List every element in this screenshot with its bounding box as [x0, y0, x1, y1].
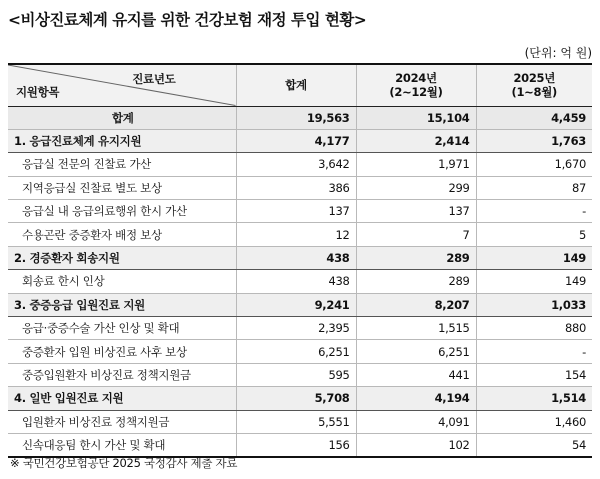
row-label: 중증입원환자 비상진료 정책지원금 [8, 363, 236, 386]
table-row [8, 153, 592, 176]
row-total: 438 [236, 270, 356, 293]
row-total: 137 [236, 200, 356, 223]
unit-label: (단위: 억 원) [524, 46, 592, 60]
row-2025: 1,763 [476, 129, 592, 152]
table-header-row [8, 64, 592, 106]
row-2025: 87 [476, 176, 592, 199]
header-diagonal-cell [8, 64, 236, 106]
row-2025: - [476, 200, 592, 223]
row-total: 4,177 [236, 129, 356, 152]
row-total: 2,395 [236, 317, 356, 340]
row-2025: 149 [476, 270, 592, 293]
table-row [8, 223, 592, 246]
table-row [8, 200, 592, 223]
row-2024: 8,207 [356, 293, 476, 316]
row-total: 5,551 [236, 410, 356, 433]
row-label: 응급실 전문의 진찰료 가산 [8, 153, 236, 176]
row-label: 회송료 한시 인상 [8, 270, 236, 293]
section-row [8, 387, 592, 410]
row-2024: 4,194 [356, 387, 476, 410]
row-2025: - [476, 340, 592, 363]
row-2025: 1,033 [476, 293, 592, 316]
row-total: 5,708 [236, 387, 356, 410]
table-row [8, 270, 592, 293]
row-label: 중증환자 입원 비상진료 사후 보상 [8, 340, 236, 363]
row-2024: 2,414 [356, 129, 476, 152]
table-row [8, 340, 592, 363]
row-2024: 289 [356, 246, 476, 269]
row-label: 2. 경증환자 회송지원 [8, 246, 236, 269]
row-2024: 1,971 [356, 153, 476, 176]
row-2025: 1,514 [476, 387, 592, 410]
table-row [8, 363, 592, 386]
row-2024: 289 [356, 270, 476, 293]
header-2024 [356, 64, 476, 106]
header-2025-period: (1~8월) [511, 85, 557, 100]
row-total: 595 [236, 363, 356, 386]
row-2024: 1,515 [356, 317, 476, 340]
row-2025: 54 [476, 433, 592, 456]
table-row [8, 410, 592, 433]
row-label: 지역응급실 진찰료 별도 보상 [8, 176, 236, 199]
row-2024: 137 [356, 200, 476, 223]
source-note: ※ 국민건강보험공단 2025 국정감사 제출 자료 [10, 456, 238, 470]
row-2024: 102 [356, 433, 476, 456]
row-2025: 4,459 [476, 106, 592, 129]
header-year-label: 진료년도 [132, 72, 176, 86]
row-label: 입원환자 비상진료 정책지원금 [8, 410, 236, 433]
table-body [8, 106, 592, 457]
page-title: <비상진료체계 유지를 위한 건강보험 재정 투입 현황> [8, 11, 367, 29]
row-total: 438 [236, 246, 356, 269]
row-2025: 154 [476, 363, 592, 386]
row-label: 합계 [8, 106, 236, 129]
row-2025: 880 [476, 317, 592, 340]
row-2024: 4,091 [356, 410, 476, 433]
row-total: 6,251 [236, 340, 356, 363]
budget-table [8, 63, 592, 458]
row-label: 응급실 내 응급의료행위 한시 가산 [8, 200, 236, 223]
row-total: 9,241 [236, 293, 356, 316]
row-2024: 15,104 [356, 106, 476, 129]
row-2025: 1,670 [476, 153, 592, 176]
row-label: 4. 일반 입원진료 지원 [8, 387, 236, 410]
row-2025: 1,460 [476, 410, 592, 433]
row-label: 수용곤란 중증환자 배정 보상 [8, 223, 236, 246]
header-item-label: 지원항목 [16, 84, 60, 99]
row-total: 386 [236, 176, 356, 199]
table-row [8, 433, 592, 456]
header-2025-year: 2025년 [513, 71, 556, 86]
table-row [8, 317, 592, 340]
row-total: 12 [236, 223, 356, 246]
row-2025: 149 [476, 246, 592, 269]
section-row [8, 129, 592, 152]
section-row [8, 246, 592, 269]
header-2025 [476, 64, 592, 106]
row-2024: 299 [356, 176, 476, 199]
table-row [8, 176, 592, 199]
row-label: 응급·중증수술 가산 인상 및 확대 [8, 317, 236, 340]
row-2024: 441 [356, 363, 476, 386]
total-row [8, 106, 592, 129]
header-2024-year: 2024년 [395, 71, 437, 86]
row-2025: 5 [476, 223, 592, 246]
header-total: 합계 [236, 64, 356, 106]
row-2024: 7 [356, 223, 476, 246]
row-label: 1. 응급진료체계 유지지원 [8, 129, 236, 152]
row-label: 3. 중증응급 입원진료 지원 [8, 293, 236, 316]
row-label: 신속대응팀 한시 가산 및 확대 [8, 433, 236, 456]
row-total: 3,642 [236, 153, 356, 176]
section-row [8, 293, 592, 316]
row-total: 156 [236, 433, 356, 456]
row-2024: 6,251 [356, 340, 476, 363]
row-total: 19,563 [236, 106, 356, 129]
header-2024-period: (2~12월) [389, 85, 443, 100]
